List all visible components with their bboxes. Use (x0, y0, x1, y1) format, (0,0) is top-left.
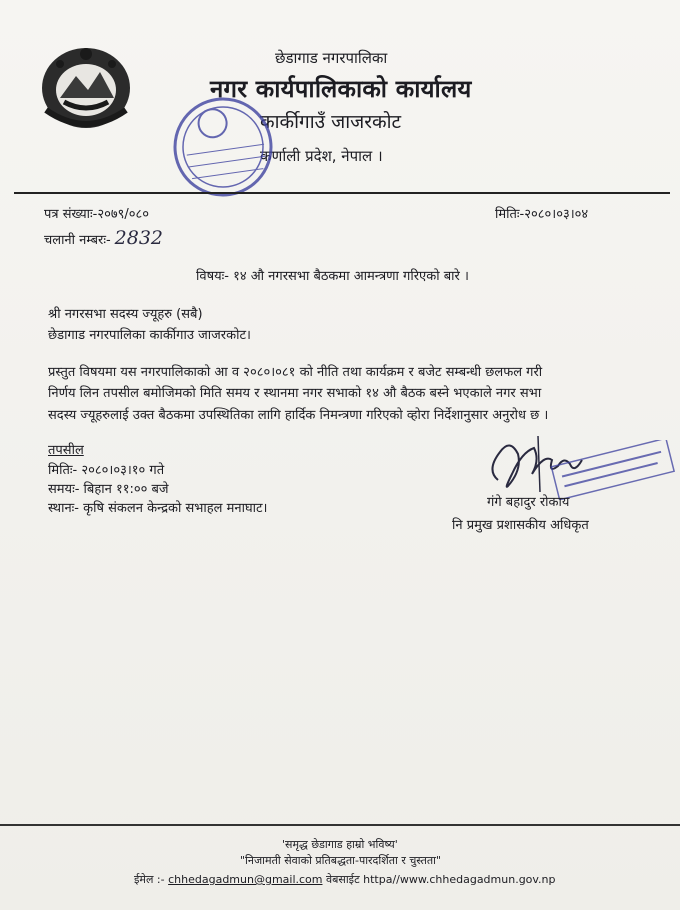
body-line: प्रस्तुत विषयमा यस नगरपालिकाको आ व २०८०।०८१ को नीति तथा कार्यक्रम र बजेट सम्बन्धी छलफल गरी (48, 365, 543, 380)
schedule-place: स्थानः- कृषि संकलन केन्द्रको सभाहल मनाघाट। (48, 501, 268, 516)
header-divider (14, 192, 670, 194)
date-label: मितिः- (495, 207, 525, 222)
schedule-time: समयः- बिहान ११:०० बजे (48, 482, 169, 497)
reference-label: पत्र संख्याः- (44, 207, 98, 222)
footer-slogan-2: "निजामती सेवाको प्रतिबद्धता-पारदर्शिता र चुस्तता" (240, 854, 442, 867)
signer-name: गंगे बहादुर रोकाय (487, 495, 570, 510)
office-stamp-icon (168, 92, 278, 202)
signer-title: नि प्रमुख प्रशासकीय अधिकृत (452, 518, 589, 533)
footer-contact (134, 872, 556, 887)
footer-slogan-1: 'समृद्ध छेडागाड हाम्रो भविष्य' (282, 838, 398, 851)
body-line: निर्णय लिन तपसील बमोजिमको मिति समय र स्थानमा नगर सभाको १४ औ बैठक बस्ने भएकाले नगर सभा (48, 386, 542, 401)
dispatch-value: 2832 (114, 227, 164, 249)
email-link[interactable]: chhedagadmun@gmail.com (168, 873, 323, 886)
recipient-line-1: श्री नगरसभा सदस्य ज्यूहरु (सबै) (48, 307, 203, 322)
recipient-line-2: छेडागाड नगरपालिका कार्कीगाउ जाजरकोट। (48, 328, 251, 343)
letter-subject: विषयः- १४ औ नगरसभा बैठकमा आमन्त्रणा गरिएको बारे । (196, 269, 469, 284)
website-link[interactable]: httpa//www.chhedagadmun.gov.np (363, 873, 556, 886)
municipality-name: छेडागाड नगरपालिका (275, 49, 388, 67)
letter-date (495, 204, 588, 222)
dispatch-label: चलानी नम्बरः- (44, 233, 111, 248)
email-label: ईमेल :- (134, 873, 165, 886)
nepal-emblem-icon (38, 40, 134, 132)
website-label: वेबसाईट (326, 873, 360, 886)
reference-number (44, 204, 149, 222)
date-value: २०८०।०३।०४ (524, 207, 589, 222)
reference-value: २०७९/०८० (97, 207, 150, 222)
office-location: कार्कीगाउँ जाजरकोट (260, 111, 402, 133)
office-name: नगर कार्यपालिकाको कार्यालय (210, 75, 472, 103)
province-name: कर्णाली प्रदेश, नेपाल । (260, 147, 383, 165)
dispatch-number (44, 227, 163, 249)
schedule-heading: तपसील (48, 443, 84, 458)
footer-divider (0, 824, 680, 826)
body-line: सदस्य ज्यूहरुलाई उक्त बैठकमा उपस्थितिका लागि हार्दिक निमन्त्रणा गरिएको व्होरा निर्देशानुसार अनुरोध छ । (48, 408, 549, 423)
officer-stamp-icon (548, 440, 678, 500)
schedule-date: मितिः- २०८०।०३।१० गते (48, 463, 165, 478)
